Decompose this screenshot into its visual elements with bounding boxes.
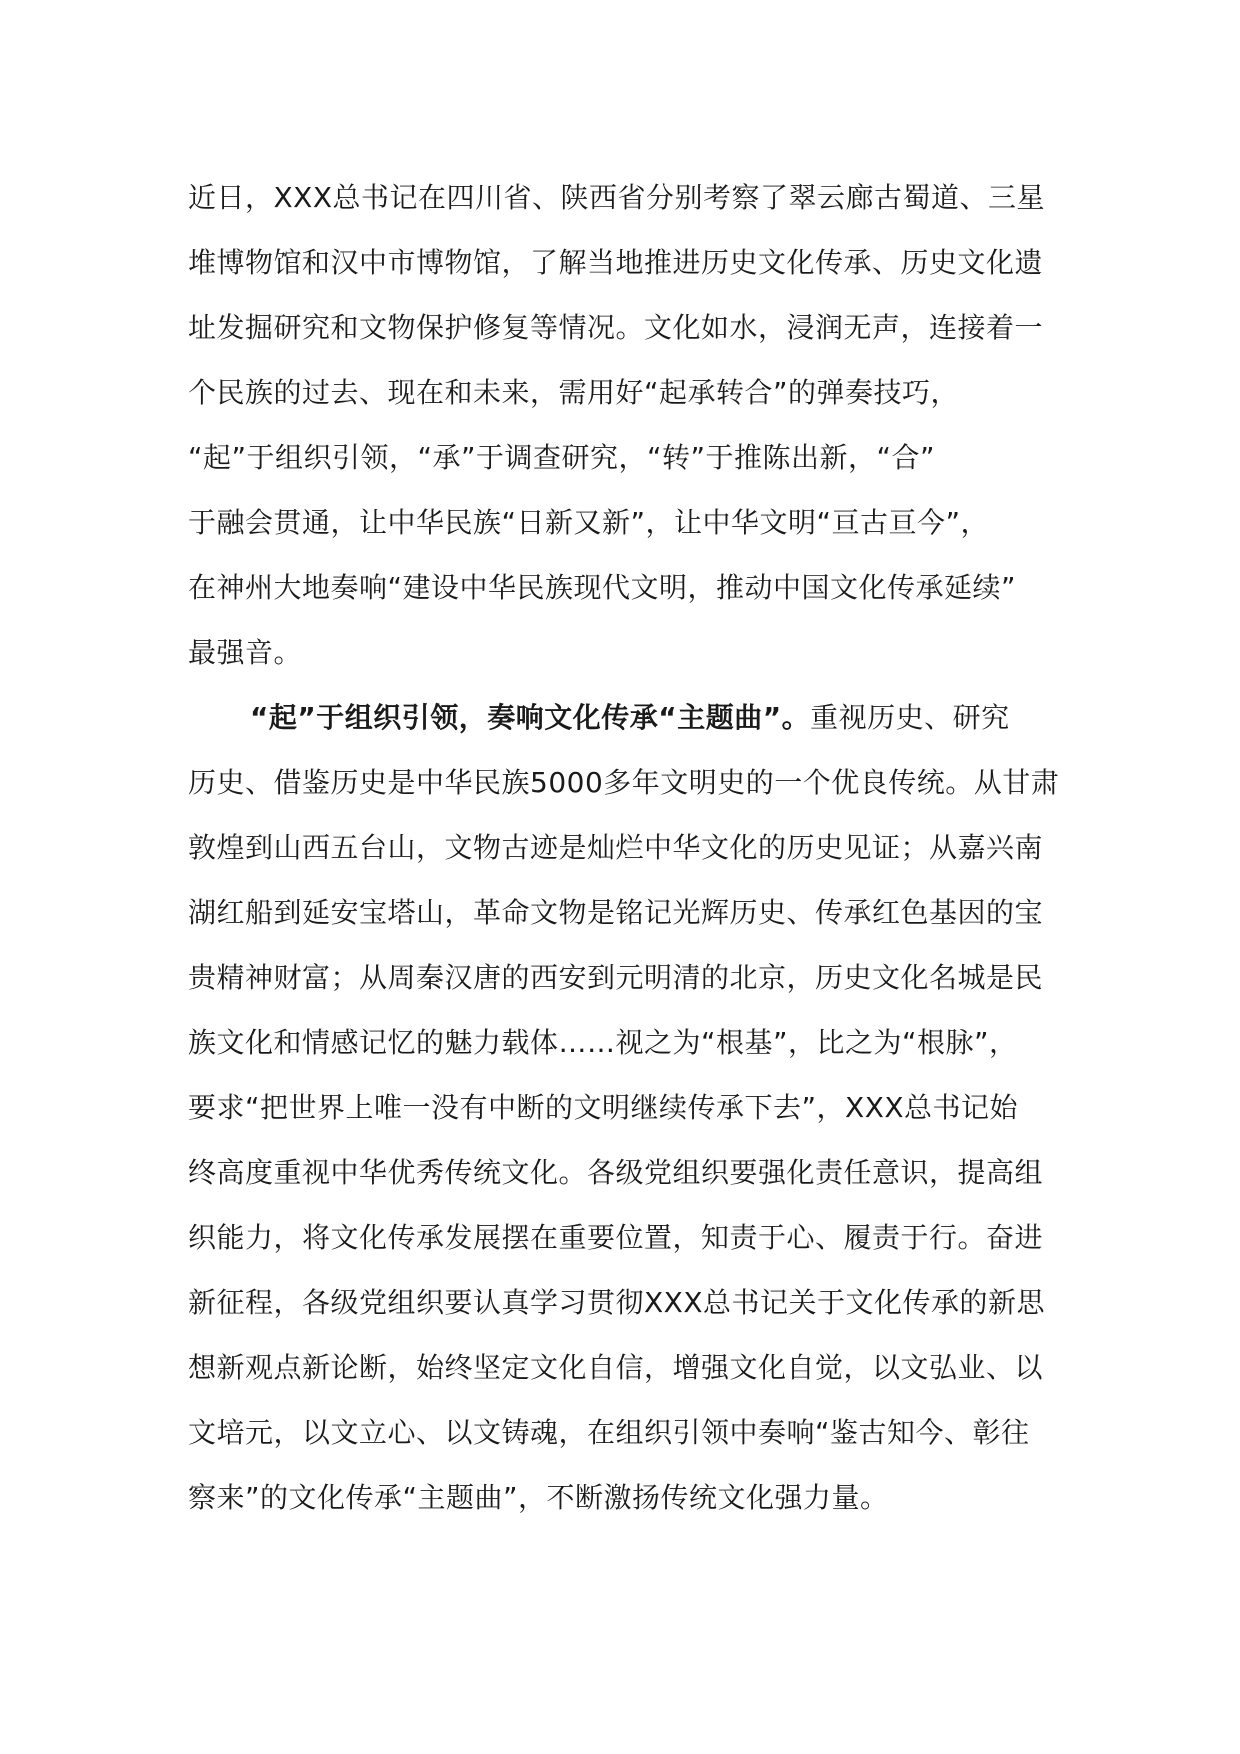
paragraph-line: 近日，XXX总书记在四川省、陕西省分别考察了翠云廊古蜀道、三星	[188, 181, 1046, 214]
paragraph-line: 要求“把世界上唯一没有中断的文明继续传承下去”，XXX总书记始	[188, 1091, 1019, 1124]
paragraph-line: 文培元，以文立心、以文铸魂，在组织引领中奏响“鉴古知今、彰往	[188, 1416, 1030, 1449]
paragraph-line: 贵精神财富；从周秦汉唐的西安到元明清的北京，历史文化名城是民	[188, 961, 1044, 994]
paragraph-line: 察来”的文化传承“主题曲”，不断激扬传统文化强力量。	[188, 1481, 889, 1514]
paragraph-line: 终高度重视中华优秀传统文化。各级党组织要强化责任意识，提高组	[188, 1156, 1044, 1189]
paragraph-line: “起”于组织引领，“承”于调查研究，“转”于推陈出新，“合”	[188, 441, 936, 474]
paragraph-first-line	[188, 685, 1060, 750]
paragraph-line: 堆博物馆和汉中市博物馆，了解当地推进历史文化传承、历史文化遗	[188, 246, 1044, 279]
paragraph-line: 族文化和情感记忆的魅力载体……视之为“根基”，比之为“根脉”，	[188, 1026, 1018, 1059]
paragraph-section-qi	[188, 685, 1060, 1530]
paragraph-intro	[188, 165, 1060, 685]
paragraph-line: 湖红船到延安宝塔山，革命文物是铭记光辉历史、传承红色基因的宝	[188, 896, 1044, 929]
paragraph-line: 历史、借鉴历史是中华民族5000多年文明史的一个优良传统。从甘肃	[188, 766, 1060, 799]
paragraph-line: 最强音。	[188, 636, 303, 669]
paragraph-line: 址发掘研究和文物保护修复等情况。文化如水，浸润无声，连接着一	[188, 311, 1044, 344]
paragraph-line: 新征程，各级党组织要认真学习贯彻XXX总书记关于文化传承的新思	[188, 1286, 1046, 1319]
paragraph-line-rest: 重视历史、研究	[810, 701, 1010, 734]
paragraph-line: 想新观点新论断，始终坚定文化自信，增强文化自觉，以文弘业、以	[188, 1351, 1044, 1384]
paragraph-line: 于融会贯通，让中华民族“日新又新”，让中华文明“亘古亘今”，	[188, 506, 990, 539]
paragraph-line: 敦煌到山西五台山，文物古迹是灿烂中华文化的历史见证；从嘉兴南	[188, 831, 1044, 864]
paragraph-line: 个民族的过去、现在和未来，需用好“起承转合”的弹奏技巧，	[188, 376, 960, 409]
paragraph-line: 在神州大地奏响“建设中华民族现代文明，推动中国文化传承延续”	[188, 571, 1017, 604]
section-heading: “起”于组织引领，奏响文化传承“主题曲”。	[250, 701, 811, 734]
paragraph-line: 织能力，将文化传承发展摆在重要位置，知责于心、履责于行。奋进	[188, 1221, 1044, 1254]
